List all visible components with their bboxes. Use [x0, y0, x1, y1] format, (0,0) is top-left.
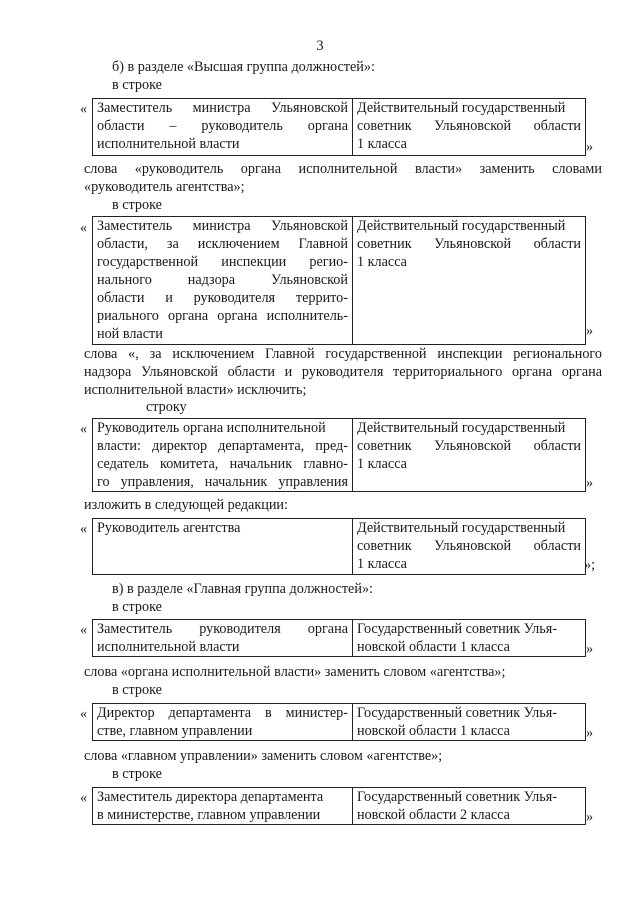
cell-line: го управления, начальник управления [97, 474, 348, 490]
table-row-3 [92, 418, 586, 492]
cell-line: Действительный государственный [357, 100, 566, 116]
paragraph-line: изложить в следующей редакции: [84, 497, 288, 513]
cell-line: Действительный государственный [357, 520, 566, 536]
paragraph-line: слова «органа исполнительной власти» заменить словом «агентства»; [84, 664, 506, 680]
in-line-label: в строке [112, 599, 162, 615]
table-row-3-rank [353, 419, 585, 491]
table-row-5-rank [353, 620, 585, 656]
page-number: 3 [316, 38, 324, 54]
open-quote: « [80, 220, 88, 236]
row-label: строку [146, 399, 187, 415]
cell-line: исполнительной власти [97, 136, 240, 152]
open-quote: « [80, 521, 88, 537]
table-row-7-position [93, 788, 353, 824]
cell-line: Государственный советник Улья- [357, 705, 557, 721]
cell-line: ной власти [97, 326, 163, 342]
cell-line: Руководитель агентства [97, 520, 241, 536]
table-row-7-rank [353, 788, 585, 824]
table-row-1 [92, 98, 586, 156]
open-quote: « [80, 101, 88, 117]
cell-line: государственной инспекции регио- [97, 254, 348, 270]
cell-line: 1 класса [357, 254, 407, 270]
table-row-1-rank [353, 99, 585, 155]
cell-line: риального органа органа исполнитель- [97, 308, 348, 324]
close-quote: » [586, 641, 594, 657]
close-quote: » [586, 323, 594, 339]
open-quote: « [80, 706, 88, 722]
table-row-2-position [93, 217, 353, 344]
cell-line: нального надзора Ульяновской [97, 272, 348, 288]
cell-line: власти: директор департамента, пред- [97, 438, 348, 454]
cell-line: области и руководителя террито- [97, 290, 348, 306]
table-row-1-position [93, 99, 353, 155]
cell-line: 1 класса [357, 456, 407, 472]
cell-line: седатель комитета, начальник главно- [97, 456, 348, 472]
cell-line: Заместитель руководителя органа [97, 621, 348, 637]
cell-line: новской области 1 класса [357, 639, 510, 655]
table-row-2 [92, 216, 586, 345]
cell-line: в министерстве, главном управлении [97, 807, 321, 823]
table-row-6 [92, 703, 586, 741]
cell-line: Действительный государственный [357, 420, 566, 436]
in-line-label: в строке [112, 77, 162, 93]
paragraph-line: «руководитель агентства»; [84, 179, 245, 195]
close-quote: » [586, 725, 594, 741]
table-row-2-rank [353, 217, 585, 344]
table-row-5-position [93, 620, 353, 656]
table-row-7 [92, 787, 586, 825]
table-row-6-position [93, 704, 353, 740]
paragraph-line: слова «руководитель органа исполнительной власти» заменить словами [84, 161, 602, 177]
cell-line: советник Ульяновской области [357, 538, 581, 554]
close-quote: » [586, 809, 594, 825]
in-line-label: в строке [112, 682, 162, 698]
open-quote: « [80, 622, 88, 638]
cell-line: советник Ульяновской области [357, 118, 581, 134]
open-quote: « [80, 790, 88, 806]
section-v-heading: в) в разделе «Главная группа должностей»: [112, 581, 373, 597]
cell-line: Заместитель министра Ульяновской [97, 100, 348, 116]
cell-line: Руководитель органа исполнительной [97, 420, 326, 436]
table-row-4-rank [353, 519, 585, 574]
table-row-3-position [93, 419, 353, 491]
paragraph-line: надзора Ульяновской области и руководителя территориального органа органа [84, 364, 602, 380]
table-row-5 [92, 619, 586, 657]
close-quote: »; [584, 557, 596, 573]
cell-line: 1 класса [357, 136, 407, 152]
cell-line: Государственный советник Улья- [357, 789, 557, 805]
section-b-heading: б) в разделе «Высшая группа должностей»: [112, 59, 375, 75]
cell-line: стве, главном управлении [97, 723, 253, 739]
cell-line: области, за исключением Главной [97, 236, 348, 252]
paragraph-line: слова «, за исключением Главной государственной инспекции регионального [84, 346, 602, 362]
cell-line: 1 класса [357, 556, 407, 572]
table-row-4-position [93, 519, 353, 574]
cell-line: советник Ульяновской области [357, 236, 581, 252]
cell-line: советник Ульяновской области [357, 438, 581, 454]
cell-line: Государственный советник Улья- [357, 621, 557, 637]
cell-line: области – руководитель органа [97, 118, 348, 134]
close-quote: » [586, 475, 594, 491]
cell-line: новской области 1 класса [357, 723, 510, 739]
cell-line: новской области 2 класса [357, 807, 510, 823]
paragraph-line: слова «главном управлении» заменить словом «агентстве»; [84, 748, 443, 764]
cell-line: Заместитель министра Ульяновской [97, 218, 348, 234]
table-row-4 [92, 518, 586, 575]
cell-line: Директор департамента в министер- [97, 705, 348, 721]
cell-line: Заместитель директора департамента [97, 789, 324, 805]
open-quote: « [80, 421, 88, 437]
cell-line: Действительный государственный [357, 218, 566, 234]
close-quote: » [586, 139, 594, 155]
in-line-label: в строке [112, 197, 162, 213]
in-line-label: в строке [112, 766, 162, 782]
table-row-6-rank [353, 704, 585, 740]
paragraph-line: исполнительной власти» исключить; [84, 382, 307, 398]
cell-line: исполнительной власти [97, 639, 240, 655]
